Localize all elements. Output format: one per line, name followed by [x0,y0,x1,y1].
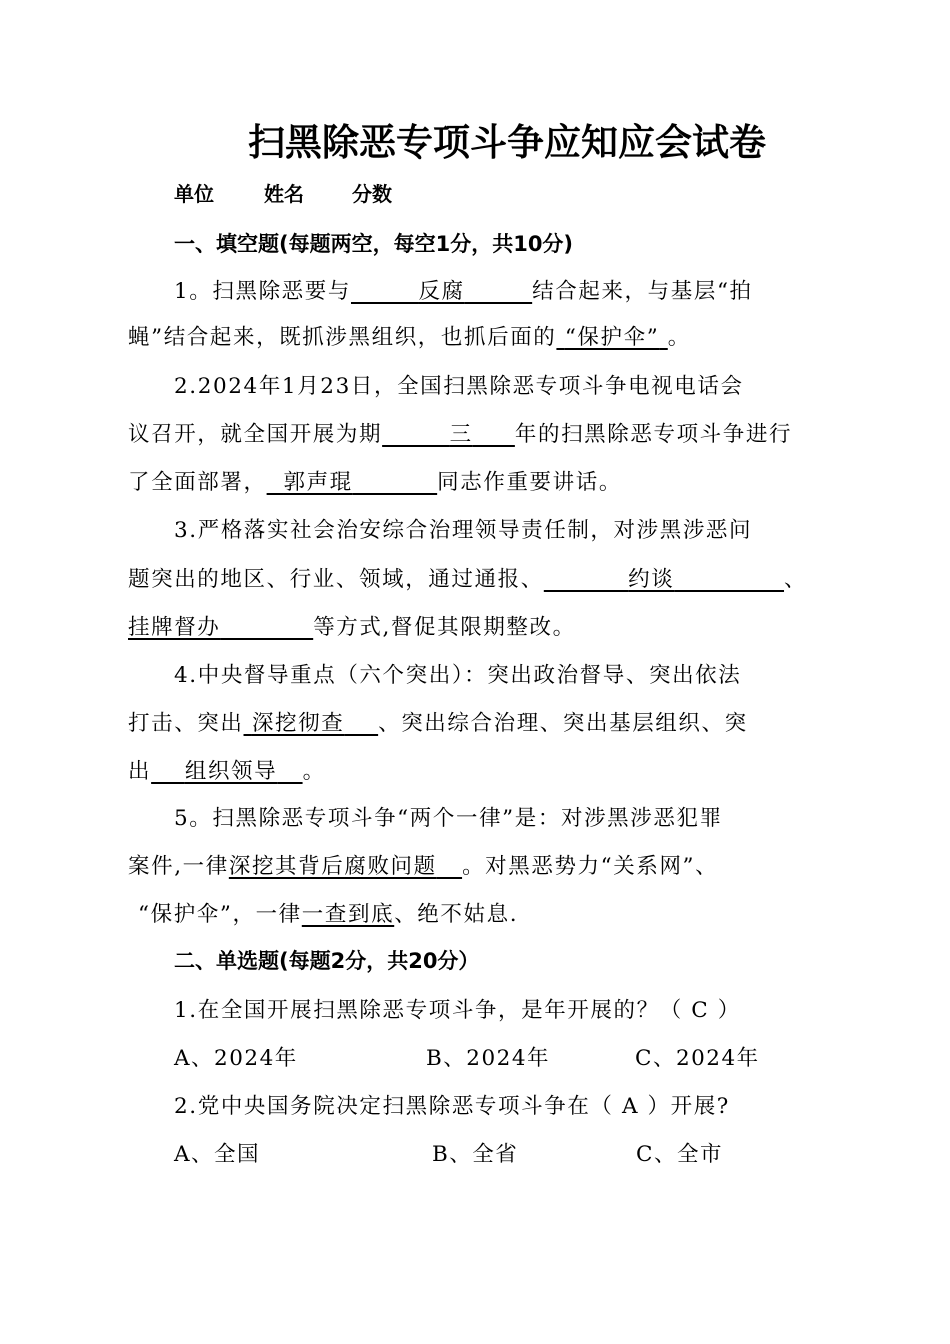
mc-q1-text: 1.在全国开展扫黑除恶专项斗争，是年开展的？（ C ） [174,998,741,1023]
mc-q2-options [174,1137,814,1167]
page-title: 扫黑除恶专项斗争应知应会试卷 [248,120,766,164]
mc-q2-text: 2.党中央国务院决定扫黑除恶专项斗争在（ A ）开展? [174,1094,730,1119]
q4-line2: 打击、突出 深挖彻查 、突出综合治理、突出基层组织、突 [128,711,748,736]
name-label: 姓名 [264,182,304,206]
q5-line3: “保护伞”，一律一查到底、绝不姑息. [138,902,519,927]
q1-line1: 1。扫黑除恶要与 反腐 结合起来，与基层“拍 [174,279,753,304]
q1-answer-2: “保护伞” [564,325,660,350]
q1-line2: 蝇”结合起来，既抓涉黑组织，也抓后面的 “保护伞” 。 [128,325,691,350]
q2-line1: 2.2024年1月23日，全国扫黑除恶专项斗争电视电话会 [174,374,744,399]
mc-q2-option-c: C、全市 [636,1142,723,1167]
q4-answer-1: 深挖彻查 [251,711,345,736]
unit-label: 单位 [174,182,214,206]
q3-answer-2: 挂牌督办 [128,615,221,640]
q4-line1: 4.中央督导重点（六个突出）：突出政治督导、突出依法 [174,663,742,688]
q3-line3: 挂牌督办 等方式,督促其限期整改。 [128,615,576,640]
score-label: 分数 [352,182,392,206]
mc-q1-option-b: B、2024年 [426,1046,551,1071]
q1-answer-1: 反腐 [418,279,465,304]
q2-line2: 议召开，就全国开展为期 三 年的扫黑除恶专项斗争进行 [128,422,793,447]
q3-answer-1: 约谈 [628,567,675,592]
q4-answer-2: 组织领导 [184,759,278,784]
mc-q1-option-c: C、2024年 [635,1046,760,1071]
q4-line3: 出 组织领导 。 [128,759,326,784]
mc-q2-option-b: B、全省 [432,1142,519,1167]
section2-heading: 二、单选题(每题2分，共20分） [174,949,480,973]
mc-q1-option-a: A、2024年 [174,1046,298,1071]
exam-header-fields [174,178,392,207]
q5-line1: 5。扫黑除恶专项斗争“两个一律”是：对涉黑涉恶犯罪 [174,806,723,831]
q3-line2: 题突出的地区、行业、领域，通过通报、 约谈 、 [128,567,808,592]
q2-line3: 了全面部署， 郭声琨 同志作重要讲话。 [128,470,622,495]
q5-answer-1: 深挖其背后腐败问题 [228,854,437,879]
q5-answer-2: 一查到底 [301,902,395,927]
q5-line2: 案件,一律深挖其背后腐败问题 。对黑恶势力“关系网”、 [128,854,719,879]
q3-line1: 3.严格落实社会治安综合治理领导责任制，对涉黑涉恶问 [174,518,753,543]
mc-q1-options [174,1041,814,1071]
q2-answer-1: 三 [449,422,473,447]
section1-heading: 一、填空题(每题两空，每空1分，共10分) [174,232,574,256]
q2-answer-2: 郭声琨 [283,470,353,495]
mc-q2-option-a: A、全国 [174,1142,261,1167]
